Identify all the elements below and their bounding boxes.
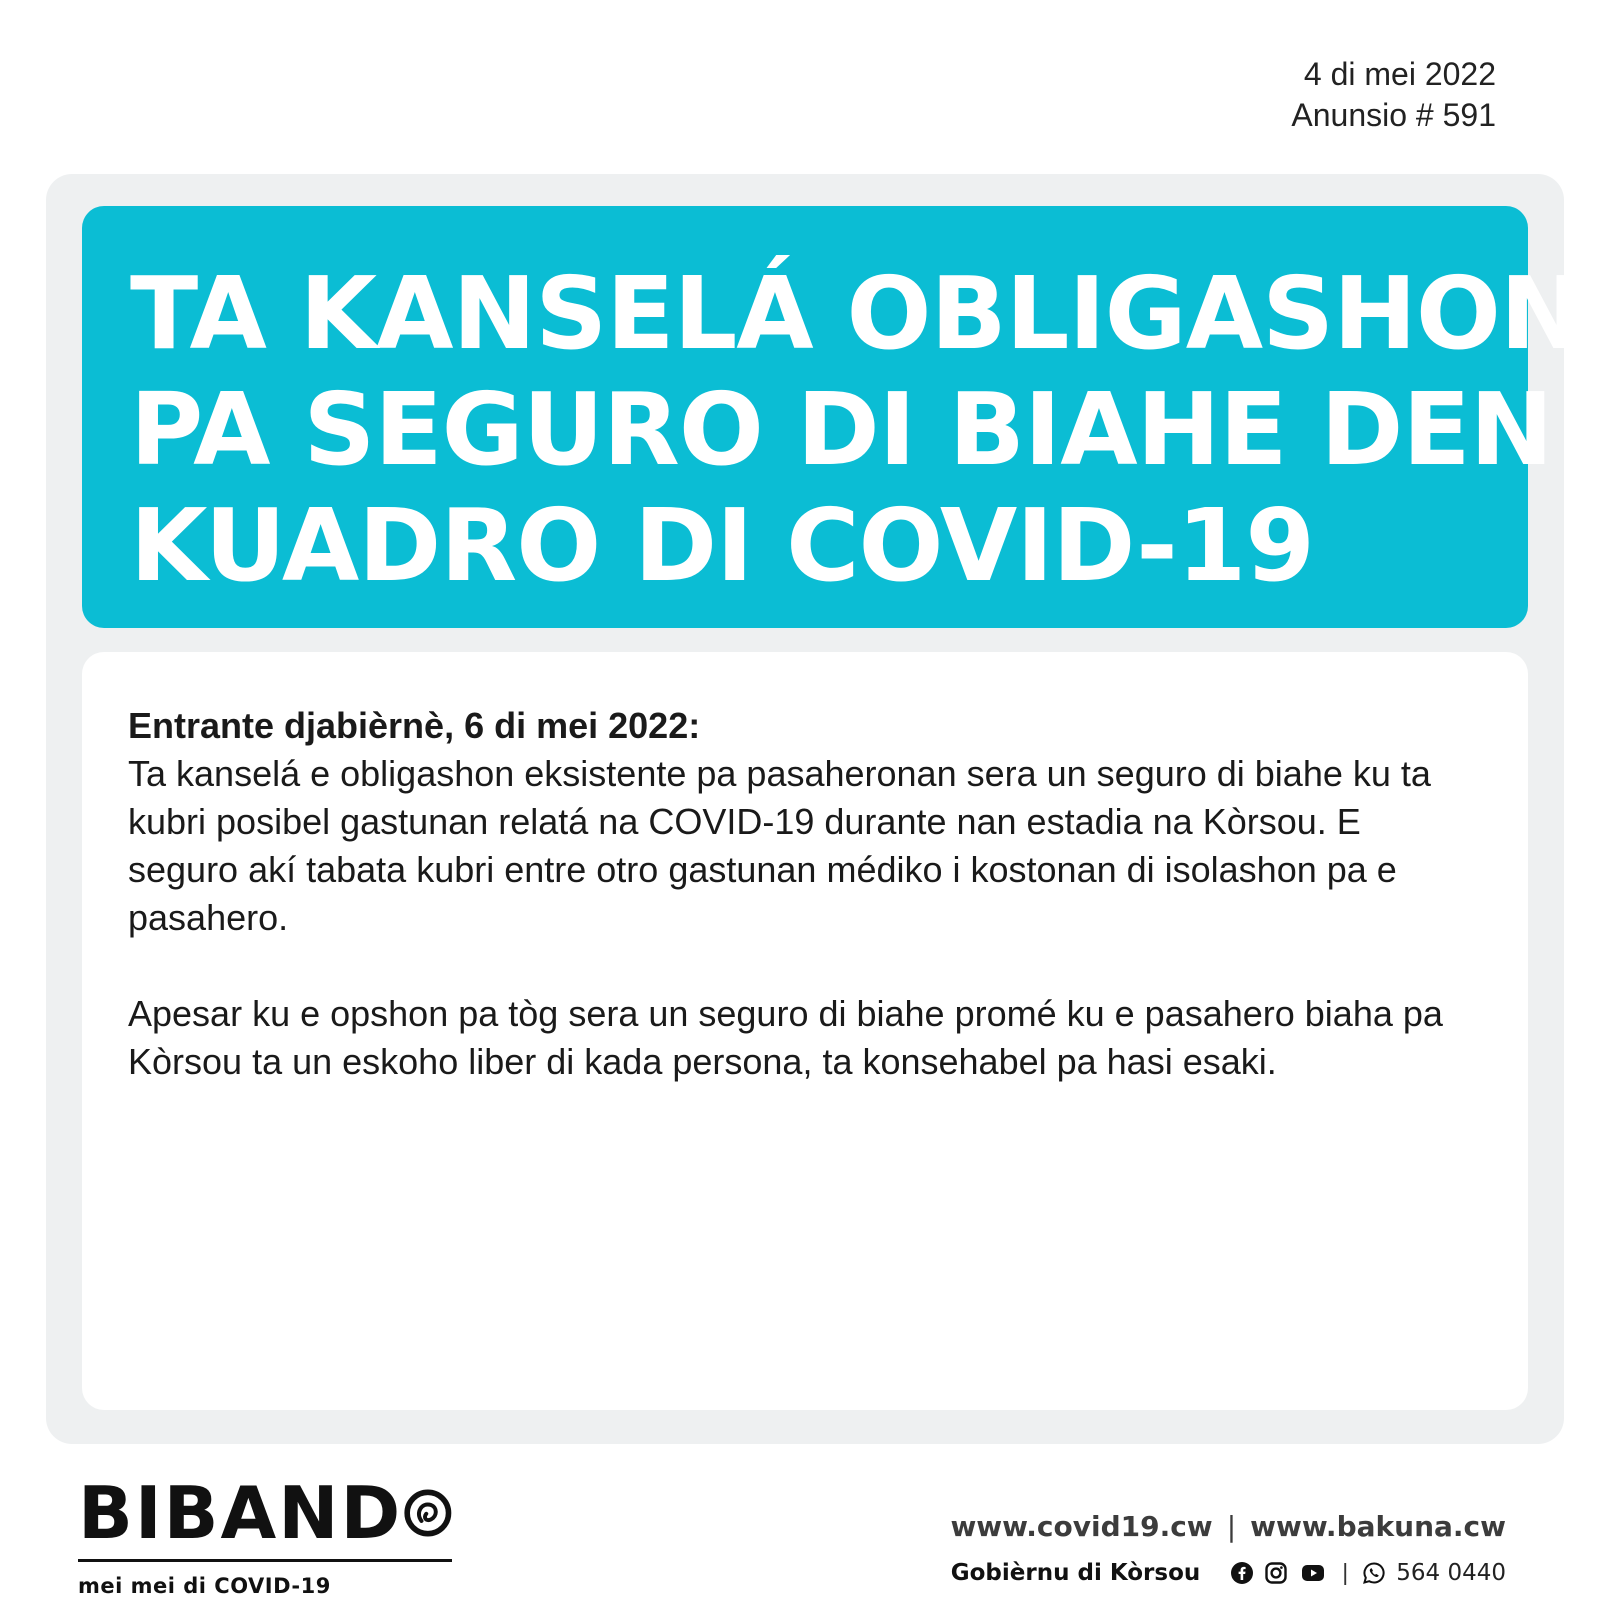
title-line-1: TA KANSELÁ OBLIGASHON	[130, 255, 1583, 372]
instagram-icon[interactable]	[1264, 1561, 1288, 1585]
government-name: Gobièrnu di Kòrsou	[950, 1559, 1201, 1586]
logo-divider	[78, 1559, 452, 1562]
announcement-number: Anunsio # 591	[1291, 97, 1496, 133]
body-card	[82, 652, 1528, 1410]
logo-wordmark	[78, 1471, 452, 1555]
whatsapp-icon[interactable]	[1362, 1561, 1386, 1585]
title-banner	[82, 206, 1583, 628]
title-line-3: KUADRO DI COVID-19	[130, 487, 1314, 604]
body-lead: Entrante djabièrnè, 6 di mei 2022:	[128, 705, 701, 746]
link-bakuna[interactable]: www.bakuna.cw	[1250, 1510, 1506, 1543]
link-covid19[interactable]: www.covid19.cw	[950, 1510, 1213, 1543]
body-text	[128, 702, 1468, 1086]
phone-number: 564 0440	[1396, 1559, 1506, 1586]
title-line-2: PA SEGURO DI BIAHE DEN	[130, 371, 1553, 488]
logo-word: BIBAND	[78, 1471, 403, 1555]
link-separator: |	[1226, 1510, 1237, 1543]
announcement-date: 4 di mei 2022	[1303, 56, 1496, 92]
facebook-icon[interactable]	[1230, 1561, 1254, 1585]
footer	[950, 1509, 1506, 1586]
logo-tagline: mei mei di COVID-19	[78, 1574, 331, 1598]
footer-contact-row	[950, 1559, 1506, 1586]
announcement-meta	[1291, 54, 1496, 136]
body-paragraph-2: Apesar ku e opshon pa tòg sera un seguro di biahe promé ku e pasahero biaha pa Kòrsou ta un eskoho liber di kada persona, ta konsehabel pa hasi esaki.	[128, 993, 1443, 1082]
footer-links	[950, 1509, 1506, 1545]
body-paragraph-1: Ta kanselá e obligashon eksistente pa pasaheronan sera un seguro di biahe ku ta kubri posibel gastunan relatá na COVID-19 durante nan estadia na Kòrsou. E seguro akí tabata kubri entre otro gastunan médiko i kostonan di isolashon pa e pasahero.	[128, 753, 1431, 938]
contact-separator: |	[1342, 1559, 1349, 1585]
youtube-icon[interactable]	[1298, 1561, 1328, 1585]
page-title	[130, 255, 1583, 604]
bibando-logo	[78, 1471, 452, 1598]
logo-o-mark-icon	[404, 1483, 452, 1543]
